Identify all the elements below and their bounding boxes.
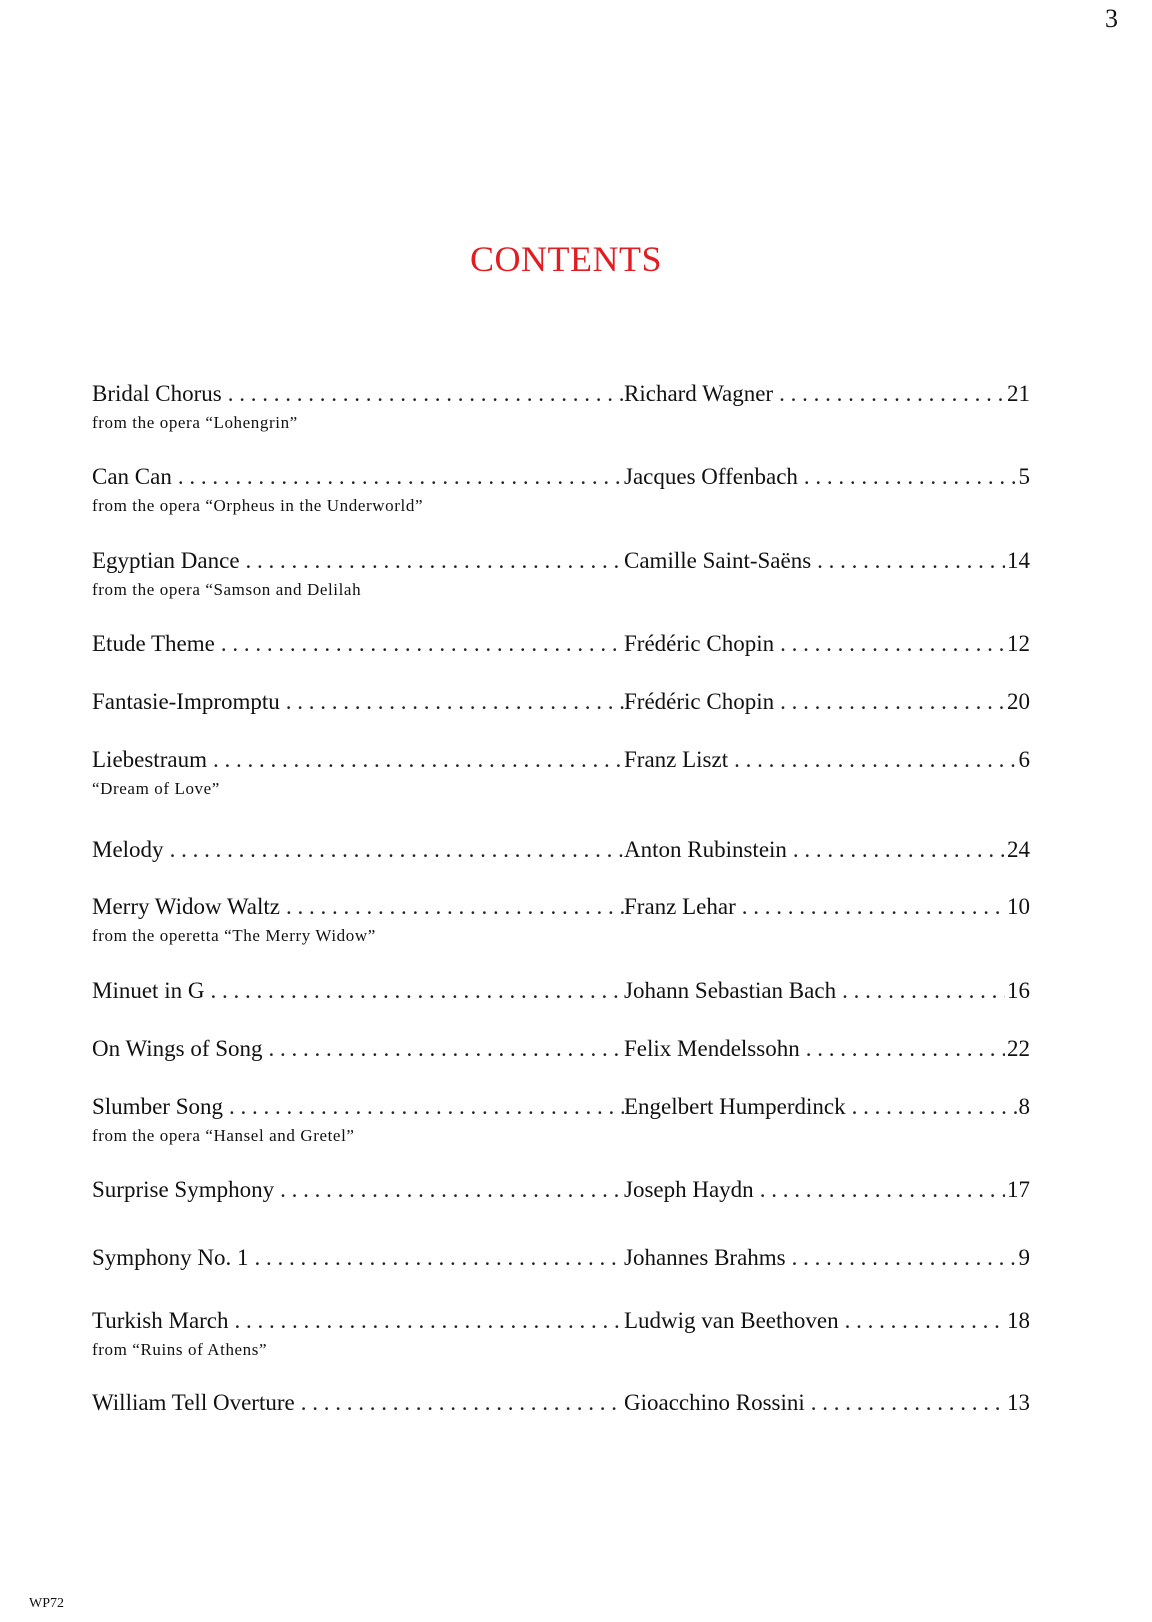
- dot-leader: [728, 747, 1016, 773]
- piece-title: Egyptian Dance: [92, 548, 240, 573]
- dot-leader: [774, 689, 1005, 715]
- catalog-code: WP72: [29, 1596, 64, 1611]
- piece-title: Bridal Chorus: [92, 381, 222, 406]
- dot-leader: [172, 464, 624, 490]
- entry-line: [92, 1094, 1030, 1128]
- contents-entry: [92, 689, 1030, 723]
- contents-entry: [92, 747, 1030, 803]
- dot-leader: [164, 837, 624, 863]
- dot-leader: [811, 548, 1005, 574]
- dot-leader: [240, 548, 624, 574]
- composer-name: Camille Saint-Saëns: [624, 548, 812, 573]
- entry-line: [92, 689, 1030, 723]
- entry-title-column: [92, 978, 624, 1004]
- page-reference: 10: [1007, 894, 1030, 919]
- dot-leader: [222, 381, 624, 407]
- dot-leader: [280, 894, 624, 920]
- page-reference: 12: [1007, 631, 1030, 656]
- dot-leader: [249, 1245, 624, 1271]
- dot-leader: [229, 1308, 624, 1334]
- dot-leader: [295, 1390, 624, 1416]
- piece-title: Minuet in G: [92, 978, 205, 1003]
- entry-title-column: [92, 1245, 624, 1271]
- dot-leader: [798, 464, 1017, 490]
- dot-leader: [754, 1177, 1005, 1203]
- dot-leader: [204, 978, 624, 1004]
- entry-line: [92, 894, 1030, 928]
- entry-line: [92, 1390, 1030, 1424]
- composer-name: Anton Rubinstein: [624, 837, 787, 862]
- contents-entry: [92, 548, 1030, 604]
- entry-title-column: [92, 1036, 624, 1062]
- entry-line: [92, 747, 1030, 781]
- entry-title-column: [92, 837, 624, 863]
- piece-subtitle: from the opera “Lohengrin”: [92, 413, 298, 432]
- entry-line: [92, 978, 1030, 1012]
- page-reference: 14: [1007, 548, 1030, 573]
- composer-name: Frédéric Chopin: [624, 689, 775, 714]
- piece-title: Turkish March: [92, 1308, 229, 1333]
- page-number: 3: [1105, 4, 1118, 33]
- piece-subtitle: “Dream of Love”: [92, 779, 220, 798]
- piece-subtitle: from the opera “Hansel and Gretel”: [92, 1126, 355, 1145]
- piece-title: Merry Widow Waltz: [92, 894, 280, 919]
- entry-composer-column: [624, 894, 1030, 920]
- entry-line: [92, 464, 1030, 498]
- entry-line: [92, 631, 1030, 665]
- composer-name: Frédéric Chopin: [624, 631, 775, 656]
- entry-line: [92, 381, 1030, 415]
- entry-title-column: [92, 464, 624, 490]
- dot-leader: [846, 1094, 1017, 1120]
- contents-entry: [92, 1308, 1030, 1364]
- entry-line: [92, 1036, 1030, 1070]
- entry-composer-column: [624, 689, 1030, 715]
- composer-name: Joseph Haydn: [624, 1177, 754, 1202]
- entry-title-column: [92, 381, 624, 407]
- dot-leader: [215, 631, 624, 657]
- entry-composer-column: [624, 1308, 1030, 1334]
- entry-title-column: [92, 747, 624, 773]
- page-reference: 17: [1007, 1177, 1030, 1202]
- composer-name: Jacques Offenbach: [624, 464, 798, 489]
- entry-title-column: [92, 548, 624, 574]
- dot-leader: [787, 837, 1005, 863]
- dot-leader: [836, 978, 1005, 1004]
- page-reference: 18: [1007, 1308, 1030, 1333]
- dot-leader: [223, 1094, 624, 1120]
- entry-composer-column: [624, 381, 1030, 407]
- contents-entry: [92, 1390, 1030, 1424]
- composer-name: Johann Sebastian Bach: [624, 978, 837, 1003]
- page-reference: 5: [1018, 464, 1030, 489]
- entry-line: [92, 1245, 1030, 1279]
- piece-title: Symphony No. 1: [92, 1245, 249, 1270]
- entry-title-column: [92, 631, 624, 657]
- entry-composer-column: [624, 1036, 1030, 1062]
- entry-title-column: [92, 1308, 624, 1334]
- page-title: CONTENTS: [470, 239, 662, 279]
- contents-entry: [92, 1177, 1030, 1211]
- page-reference: 21: [1007, 381, 1030, 406]
- piece-title: William Tell Overture: [92, 1390, 295, 1415]
- dot-leader: [839, 1308, 1005, 1334]
- entry-line: [92, 1308, 1030, 1342]
- page-reference: 24: [1007, 837, 1030, 862]
- dot-leader: [263, 1036, 624, 1062]
- composer-name: Richard Wagner: [624, 381, 774, 406]
- entry-composer-column: [624, 1177, 1030, 1203]
- contents-entry: [92, 1245, 1030, 1279]
- entry-composer-column: [624, 548, 1030, 574]
- entry-title-column: [92, 1390, 624, 1416]
- contents-entry: [92, 1036, 1030, 1070]
- page-reference: 9: [1018, 1245, 1030, 1270]
- entry-title-column: [92, 1094, 624, 1120]
- piece-title: Can Can: [92, 464, 172, 489]
- entry-composer-column: [624, 1094, 1030, 1120]
- page-reference: 16: [1007, 978, 1030, 1003]
- dot-leader: [805, 1390, 1005, 1416]
- entry-composer-column: [624, 978, 1030, 1004]
- dot-leader: [274, 1177, 624, 1203]
- piece-title: Surprise Symphony: [92, 1177, 275, 1202]
- piece-title: On Wings of Song: [92, 1036, 263, 1061]
- contents-entry: [92, 837, 1030, 871]
- entry-title-column: [92, 1177, 624, 1203]
- contents-entry: [92, 1094, 1030, 1150]
- piece-subtitle: from the operetta “The Merry Widow”: [92, 926, 376, 945]
- entry-composer-column: [624, 1245, 1030, 1271]
- piece-title: Fantasie-Impromptu: [92, 689, 280, 714]
- entry-composer-column: [624, 837, 1030, 863]
- contents-entry: [92, 978, 1030, 1012]
- page-reference: 8: [1018, 1094, 1030, 1119]
- dot-leader: [207, 747, 624, 773]
- contents-entry: [92, 894, 1030, 950]
- composer-name: Johannes Brahms: [624, 1245, 786, 1270]
- entry-title-column: [92, 689, 624, 715]
- dot-leader: [800, 1036, 1005, 1062]
- entry-composer-column: [624, 631, 1030, 657]
- page-reference: 13: [1007, 1390, 1030, 1415]
- composer-name: Engelbert Humperdinck: [624, 1094, 846, 1119]
- contents-entry: [92, 631, 1030, 665]
- dot-leader: [736, 894, 1005, 920]
- dot-leader: [280, 689, 624, 715]
- entry-composer-column: [624, 464, 1030, 490]
- entry-line: [92, 837, 1030, 871]
- piece-subtitle: from the opera “Samson and Delilah: [92, 580, 362, 599]
- entry-line: [92, 548, 1030, 582]
- piece-title: Slumber Song: [92, 1094, 223, 1119]
- composer-name: Gioacchino Rossini: [624, 1390, 805, 1415]
- dot-leader: [786, 1245, 1017, 1271]
- composer-name: Franz Lehar: [624, 894, 736, 919]
- composer-name: Felix Mendelssohn: [624, 1036, 800, 1061]
- contents-entry: [92, 464, 1030, 520]
- contents-entry: [92, 381, 1030, 437]
- piece-subtitle: from the opera “Orpheus in the Underworld”: [92, 496, 424, 515]
- piece-title: Etude Theme: [92, 631, 215, 656]
- entry-line: [92, 1177, 1030, 1211]
- page-reference: 20: [1007, 689, 1030, 714]
- page-reference: 22: [1007, 1036, 1030, 1061]
- piece-title: Melody: [92, 837, 164, 862]
- composer-name: Franz Liszt: [624, 747, 729, 772]
- entry-title-column: [92, 894, 624, 920]
- dot-leader: [773, 381, 1005, 407]
- dot-leader: [774, 631, 1005, 657]
- entry-composer-column: [624, 747, 1030, 773]
- piece-subtitle: from “Ruins of Athens”: [92, 1340, 268, 1359]
- entry-composer-column: [624, 1390, 1030, 1416]
- page-reference: 6: [1018, 747, 1030, 772]
- piece-title: Liebestraum: [92, 747, 207, 772]
- composer-name: Ludwig van Beethoven: [624, 1308, 839, 1333]
